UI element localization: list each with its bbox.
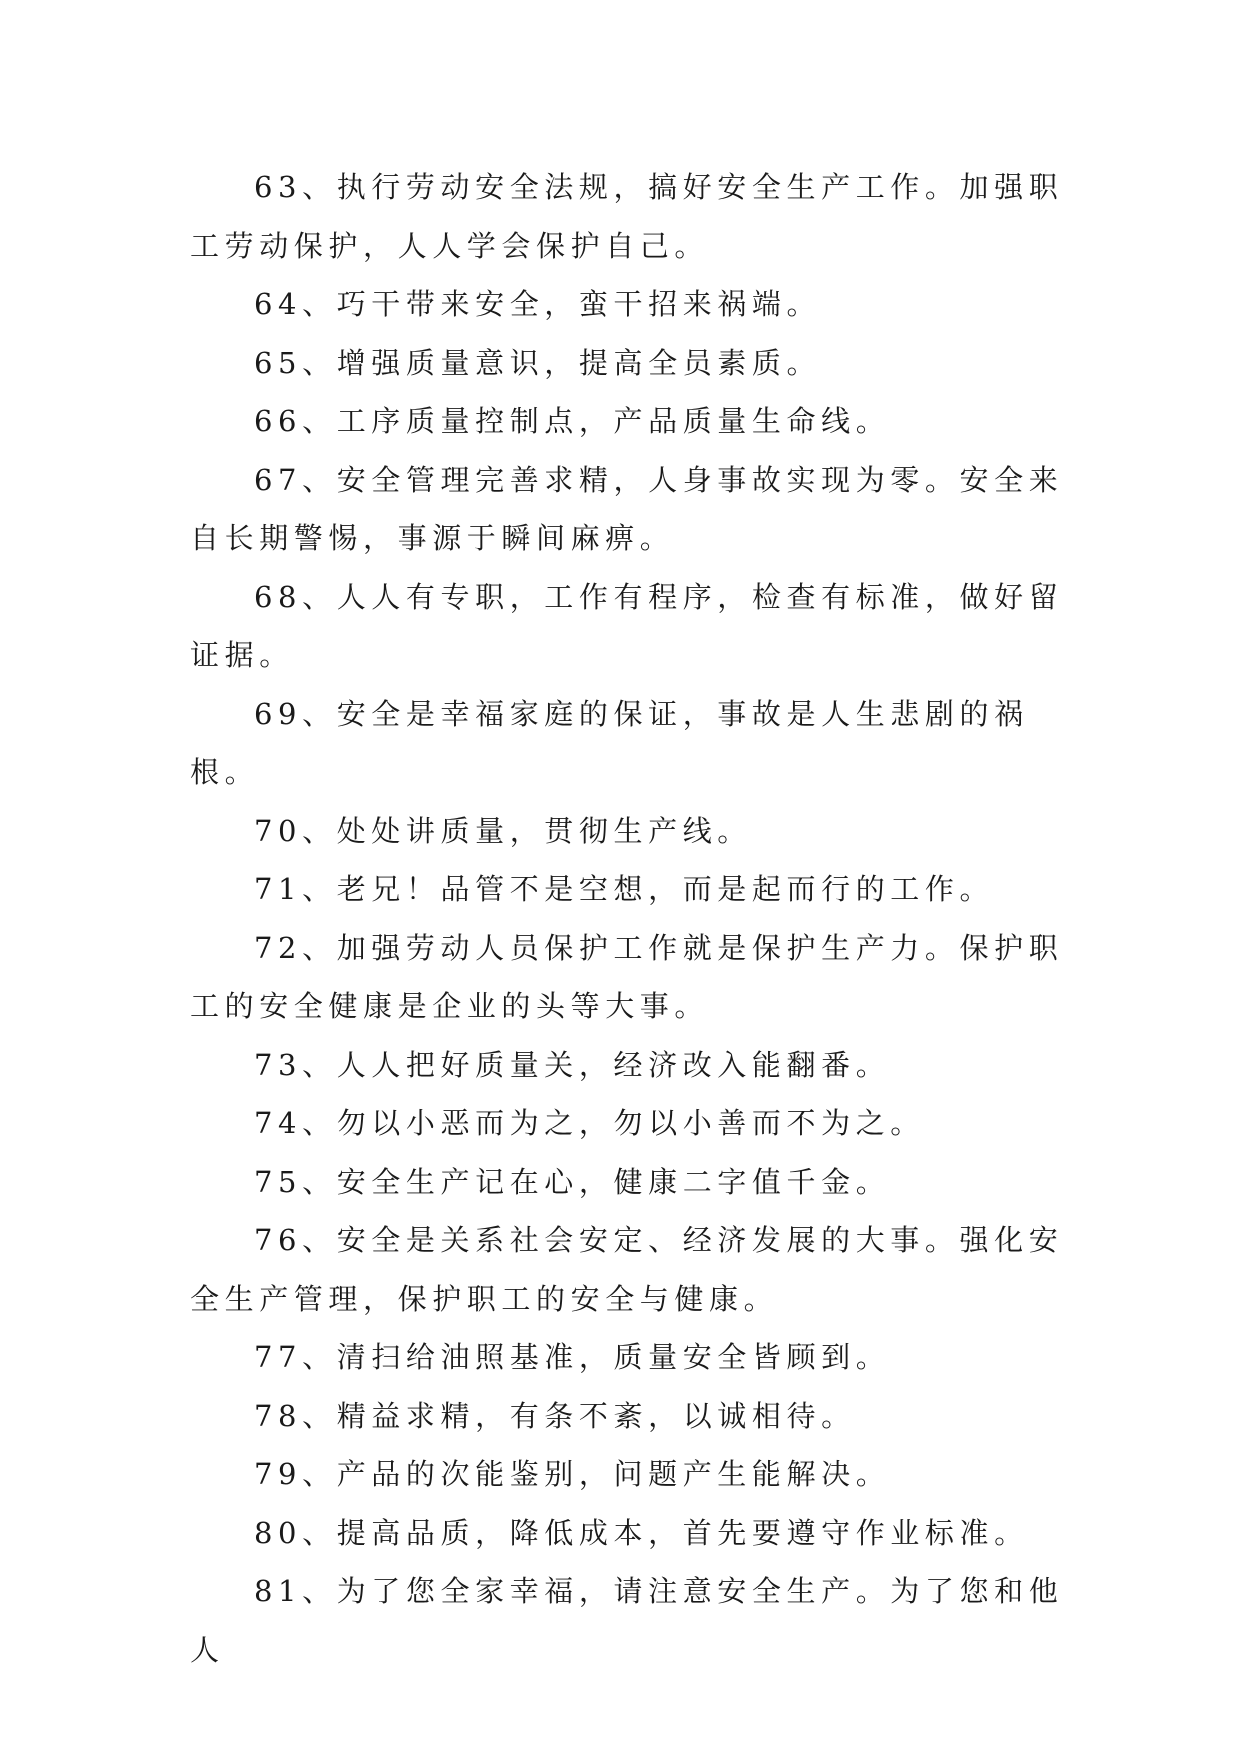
list-item: 66、工序质量控制点，产品质量生命线。 — [254, 404, 891, 438]
list-item: 73、人人把好质量关，经济改入能翻番。 — [254, 1047, 891, 1082]
list-item: 63、执行劳动安全法规，搞好安全生产工作。加强职工劳动保护，人人学会保护自己。 — [190, 170, 1064, 263]
list-item: 76、安全是关系社会安定、经济发展的大事。强化安全生产管理，保护职工的安全与健康。 — [190, 1223, 1064, 1316]
list-item: 72、加强劳动人员保护工作就是保护生产力。保护职工的安全健康是企业的头等大事。 — [190, 930, 1064, 1023]
document-body — [190, 158, 1070, 1679]
list-item: 81、为了您全家幸福，请注意安全生产。为了您和他人 — [190, 1574, 1064, 1667]
list-item: 71、老兄！品管不是空想，而是起而行的工作。 — [254, 872, 995, 906]
list-item: 64、巧干带来安全，蛮干招来祸端。 — [254, 287, 822, 321]
list-item: 78、精益求精，有条不紊，以诚相待。 — [254, 1398, 856, 1433]
list-item: 69、安全是幸福家庭的保证，事故是人生悲剧的祸根。 — [190, 696, 1029, 789]
list-item: 67、安全管理完善求精，人身事故实现为零。安全来自长期警惕，事源于瞬间麻痹。 — [190, 462, 1064, 555]
list-item: 68、人人有专职，工作有程序，检查有标准，做好留证据。 — [190, 579, 1064, 672]
list-item: 65、增强质量意识，提高全员素质。 — [254, 345, 822, 380]
list-item: 77、清扫给油照基准，质量安全皆顾到。 — [254, 1340, 891, 1374]
list-item: 70、处处讲质量，贯彻生产线。 — [254, 813, 752, 848]
list-item: 75、安全生产记在心，健康二字值千金。 — [254, 1164, 891, 1199]
list-item: 74、勿以小恶而为之，勿以小善而不为之。 — [254, 1106, 925, 1140]
list-item: 80、提高品质，降低成本，首先要遵守作业标准。 — [254, 1515, 1029, 1550]
list-item: 79、产品的次能鉴别，问题产生能解决。 — [254, 1457, 891, 1491]
